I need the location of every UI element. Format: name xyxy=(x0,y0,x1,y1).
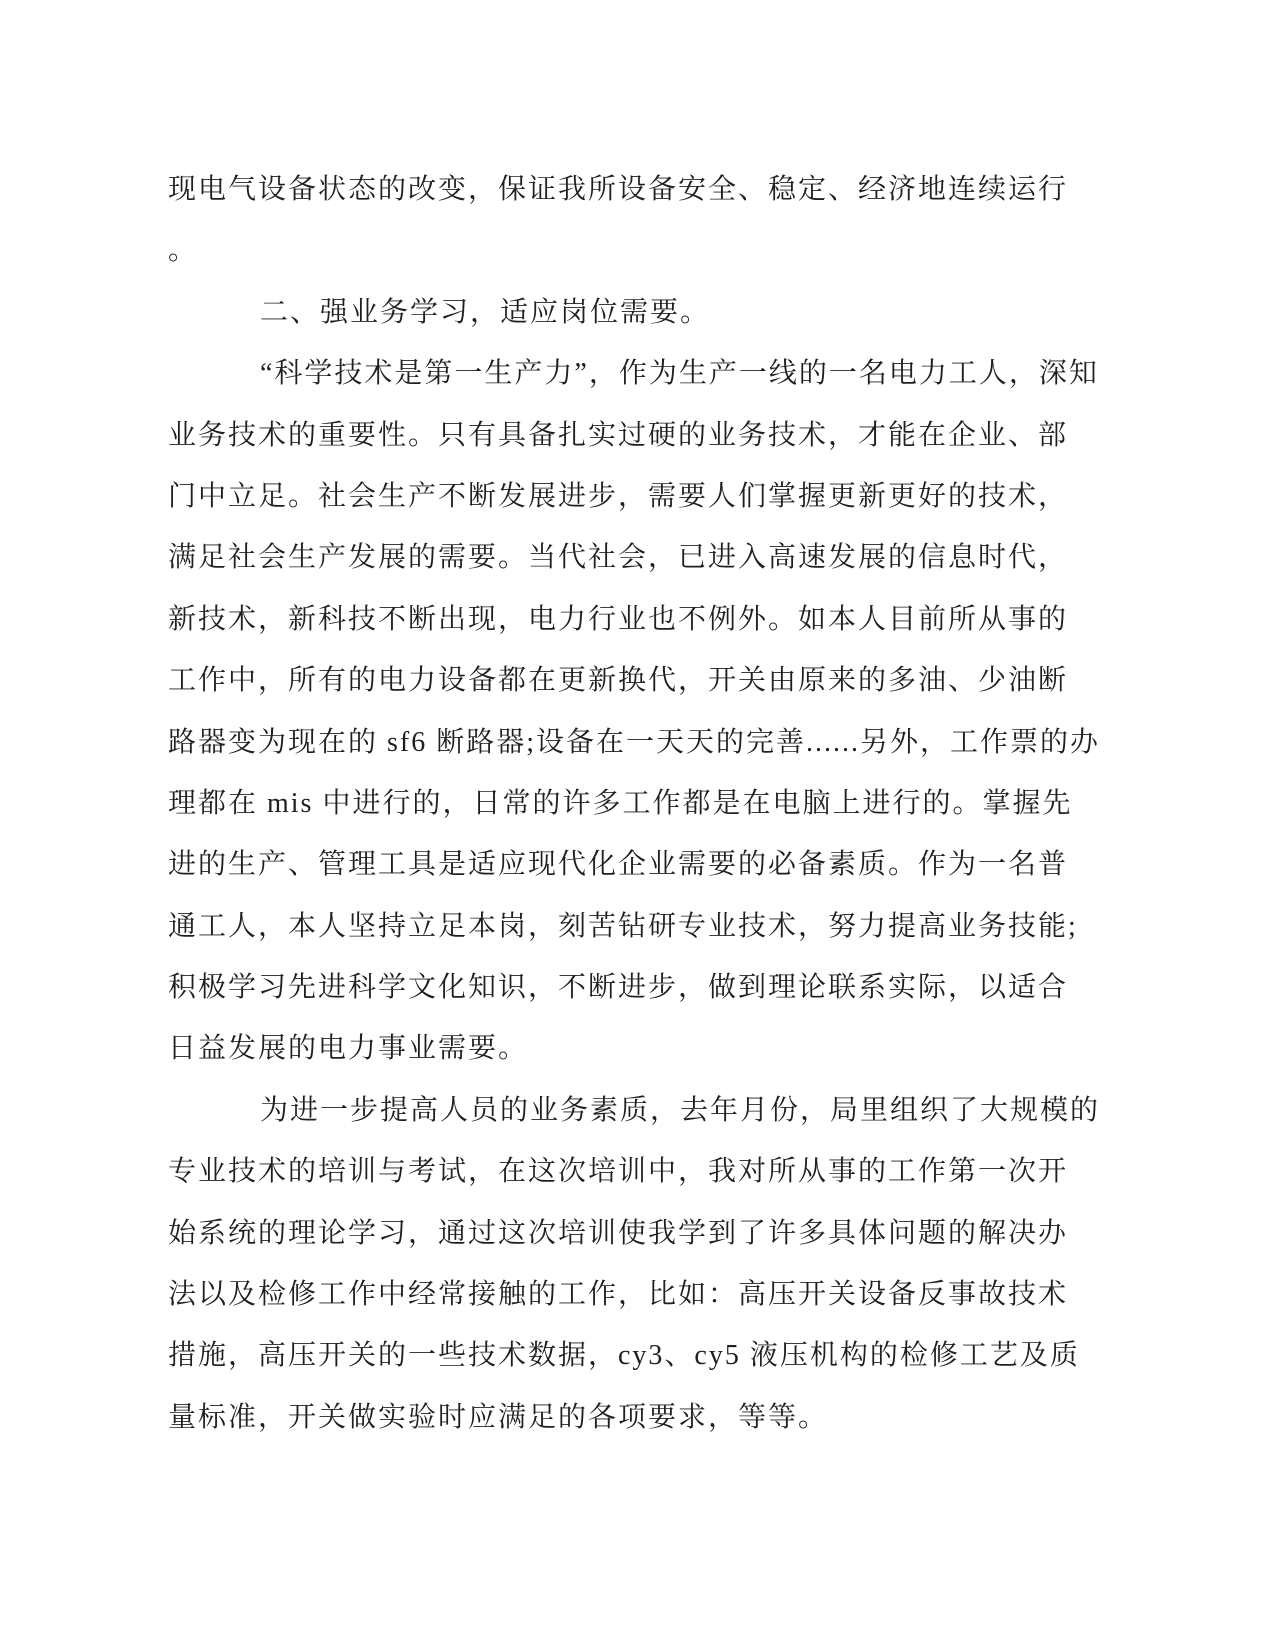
text-line: 路器变为现在的 sf6 断路器;设备在一天天的完善......另外，工作票的办 xyxy=(168,726,1101,758)
text-line: 现电气设备状态的改变，保证我所设备安全、稳定、经济地连续运行 xyxy=(168,174,1069,205)
text-line: “科学技术是第一生产力”，作为生产一线的一名电力工人，深知 xyxy=(260,358,1099,390)
text-line: 量标准，开关做实验时应满足的各项要求，等等。 xyxy=(168,1401,829,1433)
text-line: 通工人，本人坚持立足本岗，刻苦钻研专业技术，努力提高业务技能; xyxy=(168,910,1078,942)
text-line: 满足社会生产发展的需要。当代社会，已进入高速发展的信息时代， xyxy=(168,542,1069,574)
text-line: 理都在 mis 中进行的，日常的许多工作都是在电脑上进行的。掌握先 xyxy=(168,787,1073,819)
section-heading-line: 二、强业务学习，适应岗位需要。 xyxy=(260,296,711,328)
text-line: 措施，高压开关的一些技术数据，cy3、cy5 液压机构的检修工艺及质 xyxy=(168,1340,1080,1372)
text-line: 业务技术的重要性。只有具备扎实过硬的业务技术，才能在企业、部 xyxy=(168,419,1069,451)
text-line: 工作中，所有的电力设备都在更新换代，开关由原来的多油、少油断 xyxy=(168,665,1069,697)
document-text-block xyxy=(168,159,1101,1448)
text-line: 进的生产、管理工具是适应现代化企业需要的必备素质。作为一名普 xyxy=(168,849,1069,881)
text-line: 。 xyxy=(168,235,199,267)
text-line: 法以及检修工作中经常接触的工作，比如：高压开关设备反事故技术 xyxy=(168,1279,1069,1311)
text-line: 积极学习先进科学文化知识，不断进步，做到理论联系实际，以适合 xyxy=(168,972,1069,1004)
text-line: 为进一步提高人员的业务素质，去年月份，局里组织了大规模的 xyxy=(260,1094,1101,1126)
text-line: 始系统的理论学习，通过这次培训使我学到了许多具体问题的解决办 xyxy=(168,1217,1069,1249)
text-line: 门中立足。社会生产不断发展进步，需要人们掌握更新更好的技术， xyxy=(168,480,1069,512)
text-line: 日益发展的电力事业需要。 xyxy=(168,1033,529,1065)
text-line: 新技术，新科技不断出现，电力行业也不例外。如本人目前所从事的 xyxy=(168,603,1069,635)
text-line: 专业技术的培训与考试，在这次培训中，我对所从事的工作第一次开 xyxy=(168,1156,1069,1188)
